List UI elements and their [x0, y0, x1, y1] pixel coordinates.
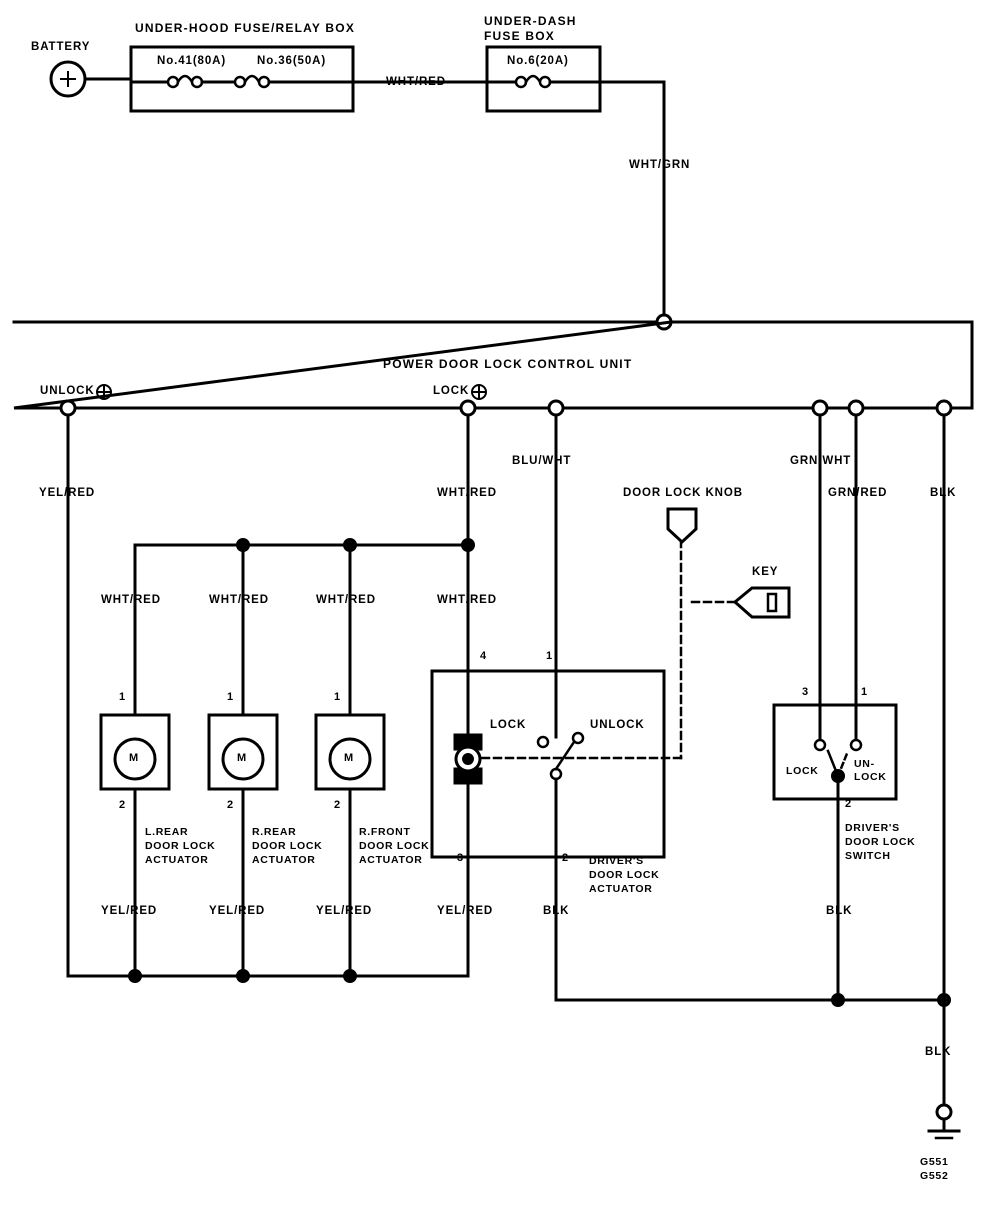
underdash-box-title-line2: FUSE BOX	[484, 29, 555, 43]
wire-blk-actuator-label: BLK	[543, 905, 570, 917]
fuse-no6-label: No.6(20A)	[507, 55, 569, 67]
driver-switch-name-line3: SWITCH	[845, 850, 891, 862]
driver-switch-unlock-label-line2: LOCK	[854, 771, 887, 783]
driver-actuator-name-line1: DRIVER'S	[589, 855, 644, 867]
actuator-1-pin-bottom: 2	[119, 799, 126, 811]
wire-wht-red-main-label: WHT/RED	[386, 76, 446, 88]
wire-wht-red-a1-label: WHT/RED	[101, 594, 161, 606]
key-label: KEY	[752, 566, 779, 578]
ground-g552-label: G552	[920, 1170, 949, 1182]
driver-switch-pin-1: 1	[861, 686, 868, 698]
driver-actuator-name-line2: DOOR LOCK	[589, 869, 660, 881]
wire-yel-red-a4-label: YEL/RED	[437, 905, 494, 917]
actuator-3-name-line1: R.FRONT	[359, 826, 411, 838]
driver-actuator-pin-2: 2	[562, 852, 569, 864]
actuator-3-name-line2: DOOR LOCK	[359, 840, 430, 852]
fuse-no36-label: No.36(50A)	[257, 55, 327, 67]
ground-g551-label: G551	[920, 1156, 949, 1168]
wire-yel-red-a1-label: YEL/RED	[101, 905, 158, 917]
control-unit-unlock-terminal-label: UNLOCK	[40, 385, 95, 397]
wire-wht-red-a2-label: WHT/RED	[209, 594, 269, 606]
wire-blk-right-label: BLK	[930, 487, 957, 499]
actuator-1-name-line3: ACTUATOR	[145, 854, 209, 866]
fuse-no41-label: No.41(80A)	[157, 55, 227, 67]
driver-actuator-pin-4: 4	[480, 650, 487, 662]
actuator-1-name-line1: L.REAR	[145, 826, 189, 838]
driver-actuator-lock-label: LOCK	[490, 719, 527, 731]
driver-actuator-name-line3: ACTUATOR	[589, 883, 653, 895]
actuator-2-name-line2: DOOR LOCK	[252, 840, 323, 852]
wire-yel-red-a2-label: YEL/RED	[209, 905, 266, 917]
wire-wht-red-a3-label: WHT/RED	[316, 594, 376, 606]
wire-grn-wht-label: GRN/WHT	[790, 455, 852, 467]
driver-switch-pin-3: 3	[802, 686, 809, 698]
driver-actuator-unlock-label: UNLOCK	[590, 719, 645, 731]
driver-switch-name-line1: DRIVER'S	[845, 822, 900, 834]
wire-blu-wht-label: BLU/WHT	[512, 455, 572, 467]
actuator-3-pin-bottom: 2	[334, 799, 341, 811]
underdash-box-title-line1: UNDER-DASH	[484, 14, 577, 28]
actuator-2-motor-symbol: M	[237, 752, 247, 764]
actuator-3-motor-symbol: M	[344, 752, 354, 764]
wire-wht-red-trunk-label: WHT/RED	[437, 487, 497, 499]
driver-switch-unlock-label-line1: UN-	[854, 758, 875, 770]
wire-blk-ground-label: BLK	[925, 1046, 952, 1058]
driver-switch-lock-label: LOCK	[786, 765, 819, 777]
driver-switch-name-line2: DOOR LOCK	[845, 836, 916, 848]
driver-actuator-pin-1: 1	[546, 650, 553, 662]
underhood-box-title: UNDER-HOOD FUSE/RELAY BOX	[135, 21, 356, 35]
control-unit-lock-terminal-label: LOCK	[433, 385, 470, 397]
actuator-3-name-line3: ACTUATOR	[359, 854, 423, 866]
driver-switch-pin-2: 2	[845, 798, 852, 810]
battery-label: BATTERY	[31, 41, 91, 53]
actuator-1-motor-symbol: M	[129, 752, 139, 764]
actuator-2-name-line1: R.REAR	[252, 826, 297, 838]
actuator-2-pin-top: 1	[227, 691, 234, 703]
wire-yel-red-a3-label: YEL/RED	[316, 905, 373, 917]
control-unit-title: POWER DOOR LOCK CONTROL UNIT	[383, 357, 633, 371]
actuator-2-name-line3: ACTUATOR	[252, 854, 316, 866]
actuator-3-pin-top: 1	[334, 691, 341, 703]
wire-wht-red-a4-label: WHT/RED	[437, 594, 497, 606]
actuator-1-name-line2: DOOR LOCK	[145, 840, 216, 852]
wire-yel-red-left-label: YEL/RED	[39, 487, 96, 499]
wire-grn-red-label: GRN/RED	[828, 487, 888, 499]
driver-actuator-pin-3: 3	[457, 852, 464, 864]
door-lock-knob-label: DOOR LOCK KNOB	[623, 487, 743, 499]
wire-wht-grn-label: WHT/GRN	[629, 159, 691, 171]
actuator-1-pin-top: 1	[119, 691, 126, 703]
actuator-2-pin-bottom: 2	[227, 799, 234, 811]
wire-blk-switch-label: BLK	[826, 905, 853, 917]
